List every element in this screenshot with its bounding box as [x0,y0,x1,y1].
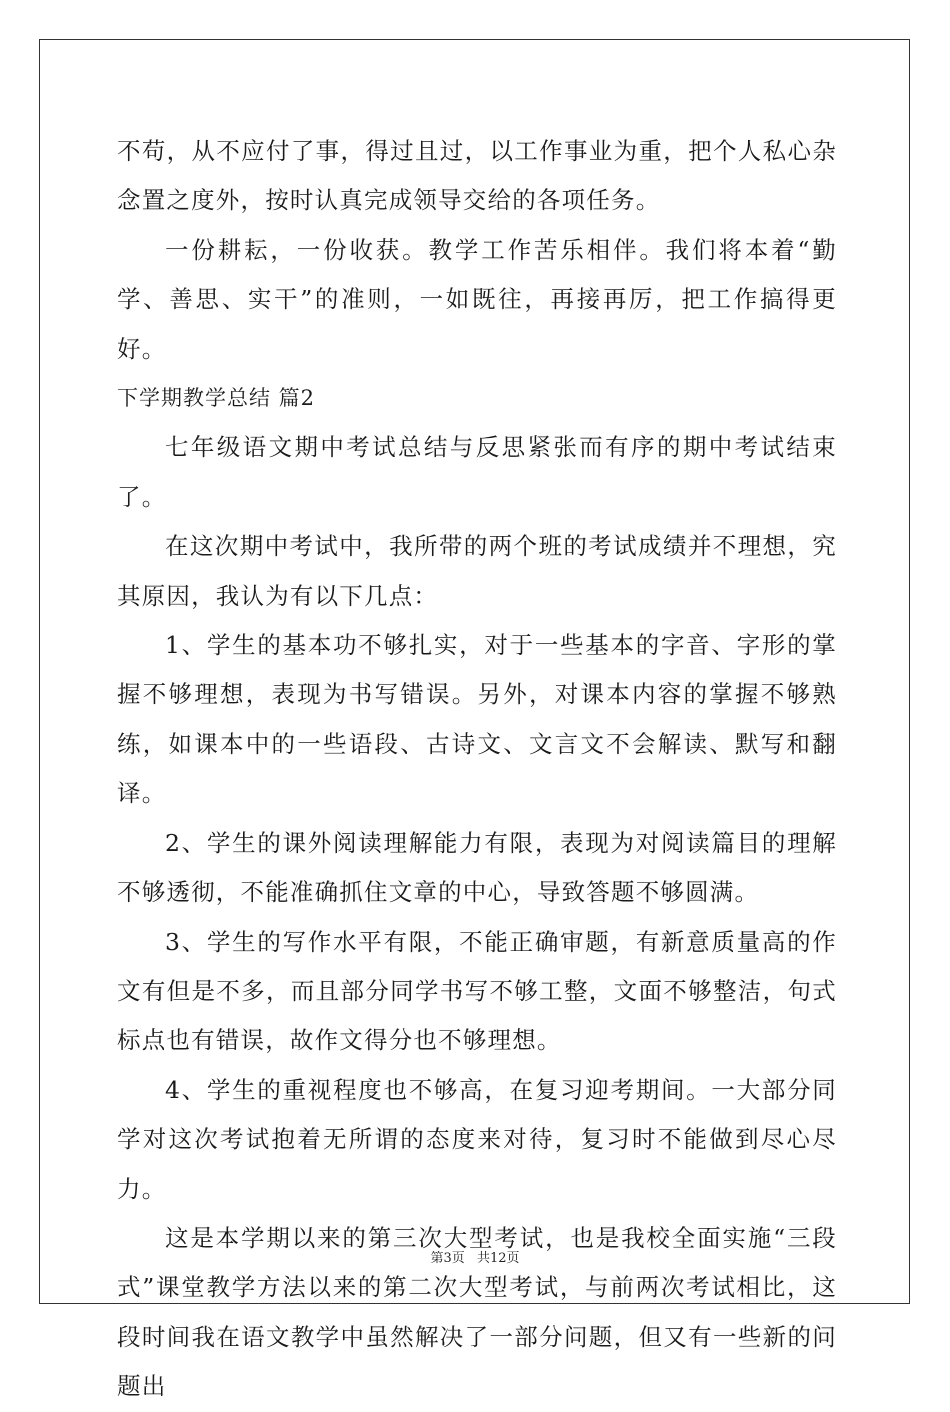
document-body [117,127,837,1412]
paragraph: 1、学生的基本功不够扎实，对于一些基本的字音、字形的掌握不够理想，表现为书写错误。另外，对课本内容的掌握不够熟练，如课本中的一些语段、古诗文、文言文不会解读、默写和翻译。 [117,631,837,808]
paragraph: 3、学生的写作水平有限，不能正确审题，有新意质量高的作文有但是不多，而且部分同学书写不够工整，文面不够整洁，句式标点也有错误，故作文得分也不够理想。 [117,927,837,1055]
paragraph: 不苟，从不应付了事，得过且过，以工作事业为重，把个人私心杂念置之度外，按时认真完成领导交给的各项任务。 [117,137,837,215]
page-footer [0,1247,950,1266]
paragraph: 七年级语文期中考试总结与反思紧张而有序的期中考试结束了。 [117,433,837,511]
paragraph: 2、学生的课外阅读理解能力有限，表现为对阅读篇目的理解不够透彻，不能准确抓住文章的中心，导致答题不够圆满。 [117,828,837,907]
page-total: 共12页 [476,1251,520,1266]
paragraph: 在这次期中考试中，我所带的两个班的考试成绩并不理想，究其原因，我认为有以下几点： [117,532,837,610]
paragraph: 这是本学期以来的第三次大型考试，也是我校全面实施“三段式”课堂教学方法以来的第二次大型考试，与前两次考试相比，这段时间我在语文教学中虽然解决了一部分问题，但又有一些新的问题出 [117,1223,837,1401]
paragraph: 4、学生的重视程度也不够高，在复习迎考期间。一大部分同学对这次考试抱着无所谓的态度来对待，复习时不能做到尽心尽力。 [117,1075,837,1203]
paragraph: 一份耕耘，一份收获。教学工作苦乐相伴。我们将本着“勤学、善思、实干”的准则，一如既往，再接再厉，把工作搞得更好。 [117,235,837,363]
page-number: 第3页 [430,1251,465,1266]
section-heading: 下学期教学总结 篇2 [117,386,316,411]
